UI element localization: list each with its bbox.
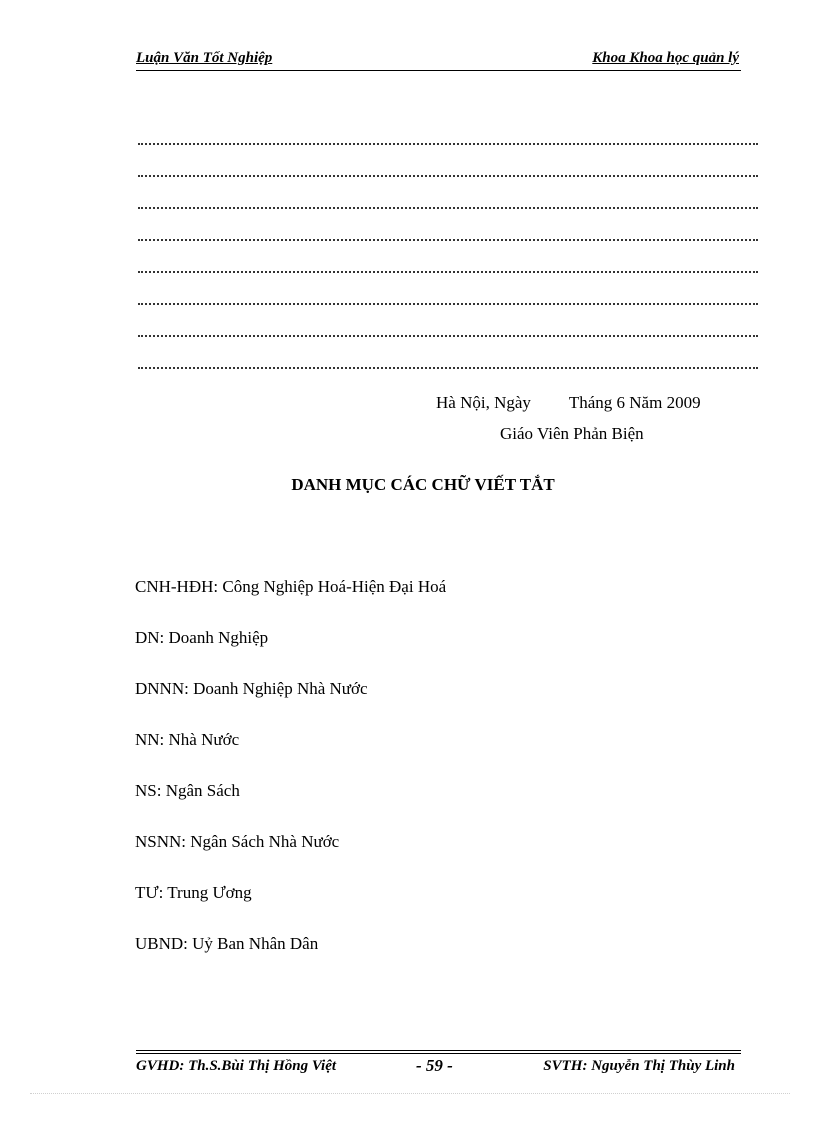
page-number: - 59 - xyxy=(416,1056,453,1075)
dotted-line-5 xyxy=(138,269,758,273)
header-faculty-label: Khoa Khoa học quản lý xyxy=(592,50,739,66)
header-thesis-label: Luận Văn Tốt Nghiệp xyxy=(136,50,273,66)
footer-student: SVTH: Nguyễn Thị Thùy Linh xyxy=(543,1058,735,1074)
reviewer-role: Giáo Viên Phản Biện xyxy=(500,424,644,443)
footer-advisor: GVHD: Th.S.Bùi Thị Hồng Việt xyxy=(136,1058,337,1074)
abbreviation-item: NS: Ngân Sách xyxy=(135,781,240,800)
page-bottom-divider xyxy=(30,1093,790,1094)
abbreviation-item: DN: Doanh Nghiệp xyxy=(135,628,269,647)
dotted-line-7 xyxy=(138,333,758,337)
dotted-line-2 xyxy=(138,173,758,177)
abbreviation-item: DNNN: Doanh Nghiệp Nhà Nước xyxy=(135,679,368,698)
dotted-line-1 xyxy=(138,141,758,145)
abbreviation-item: NN: Nhà Nước xyxy=(135,730,240,749)
footer-rule xyxy=(136,1050,741,1054)
page-footer xyxy=(136,1050,741,1082)
abbreviation-item: CNH-HĐH: Công Nghiệp Hoá-Hiện Đại Hoá xyxy=(135,577,447,596)
dotted-line-3 xyxy=(138,205,758,209)
dotted-line-8 xyxy=(138,365,758,369)
dotted-line-6 xyxy=(138,301,758,305)
abbreviation-item: NSNN: Ngân Sách Nhà Nước xyxy=(135,832,340,851)
section-title: DANH MỤC CÁC CHỮ VIẾT TẮT xyxy=(291,475,555,494)
abbreviation-item: UBND: Uỷ Ban Nhân Dân xyxy=(135,934,319,953)
place-date-line: Hà Nội, Ngày Tháng 6 Năm 2009 xyxy=(436,393,701,412)
dotted-line-4 xyxy=(138,237,758,241)
page-header xyxy=(136,48,741,71)
abbreviation-item: TƯ: Trung Ương xyxy=(135,883,252,902)
